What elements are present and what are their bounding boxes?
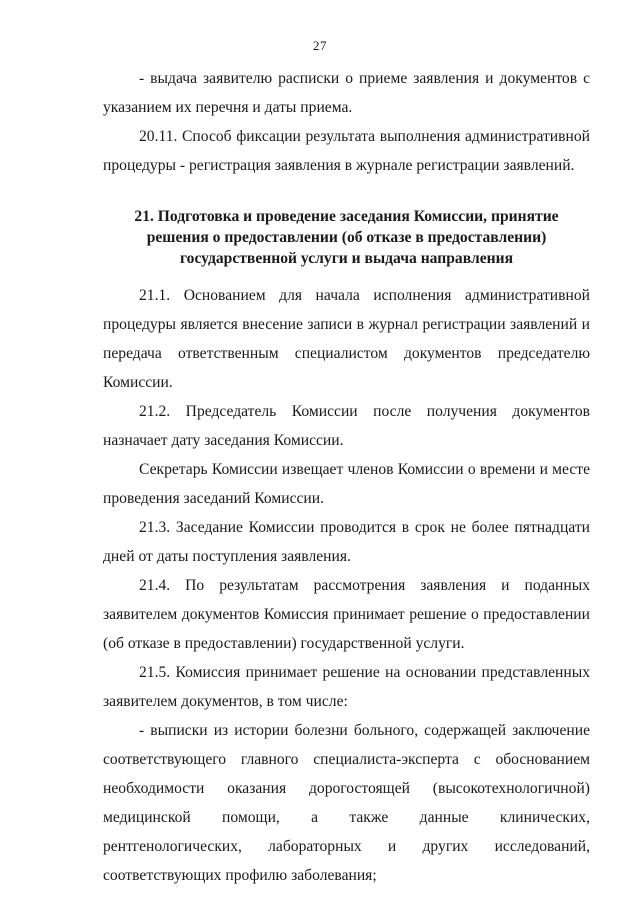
page-number: 27 (313, 38, 327, 53)
section-heading-21: 21. Подготовка и проведение заседания Комиссии, принятие решения о предоставлении (об отказе в предоставлении) государственной услуги и выдача направления (134, 208, 559, 267)
paragraph-21-2: 21.2. Председатель Комиссии после получения документов назначает дату заседания Комиссии. (103, 403, 590, 449)
paragraph-21-4: 21.4. По результатам рассмотрения заявления и поданных заявителем документов Комиссия принимает решение о предоставлении (об отказе в предоставлении) государственной услуги. (103, 577, 590, 652)
paragraph-21-5: 21.5. Комиссия принимает решение на основании представленных заявителем документов, в том числе: (103, 664, 590, 710)
paragraph-medical-extract: - выписки из истории болезни больного, содержащей заключение соответствующего главного специалиста-эксперта с обоснованием необходимости оказания дорогостоящей (высокотехнологичной) медицинской помощи, а также данные клинических, рентгенологических, лабораторных и других исследований, соответствующих профилю заболевания; (103, 722, 590, 884)
paragraph-21-3: 21.3. Заседание Комиссии проводится в срок не более пятнадцати дней от даты поступления заявления. (103, 519, 590, 565)
section-21-body (103, 281, 590, 890)
paragraph-secretary: Секретарь Комиссии извещает членов Комиссии о времени и месте проведения заседаний Комиссии. (103, 461, 590, 507)
paragraph-20-11: 20.11. Способ фиксации результата выполнения административной процедуры - регистрация заявления в журнале регистрации заявлений. (103, 128, 590, 174)
paragraph-21-1: 21.1. Основанием для начала исполнения административной процедуры является внесение записи в журнал регистрации заявлений и передача ответственным специалистом документов председателю Комиссии. (103, 287, 590, 391)
paragraph-receipt-issuance: - выдача заявителю расписки о приеме заявления и документов с указанием их перечня и даты приема. (103, 70, 590, 116)
top-section (103, 64, 590, 180)
